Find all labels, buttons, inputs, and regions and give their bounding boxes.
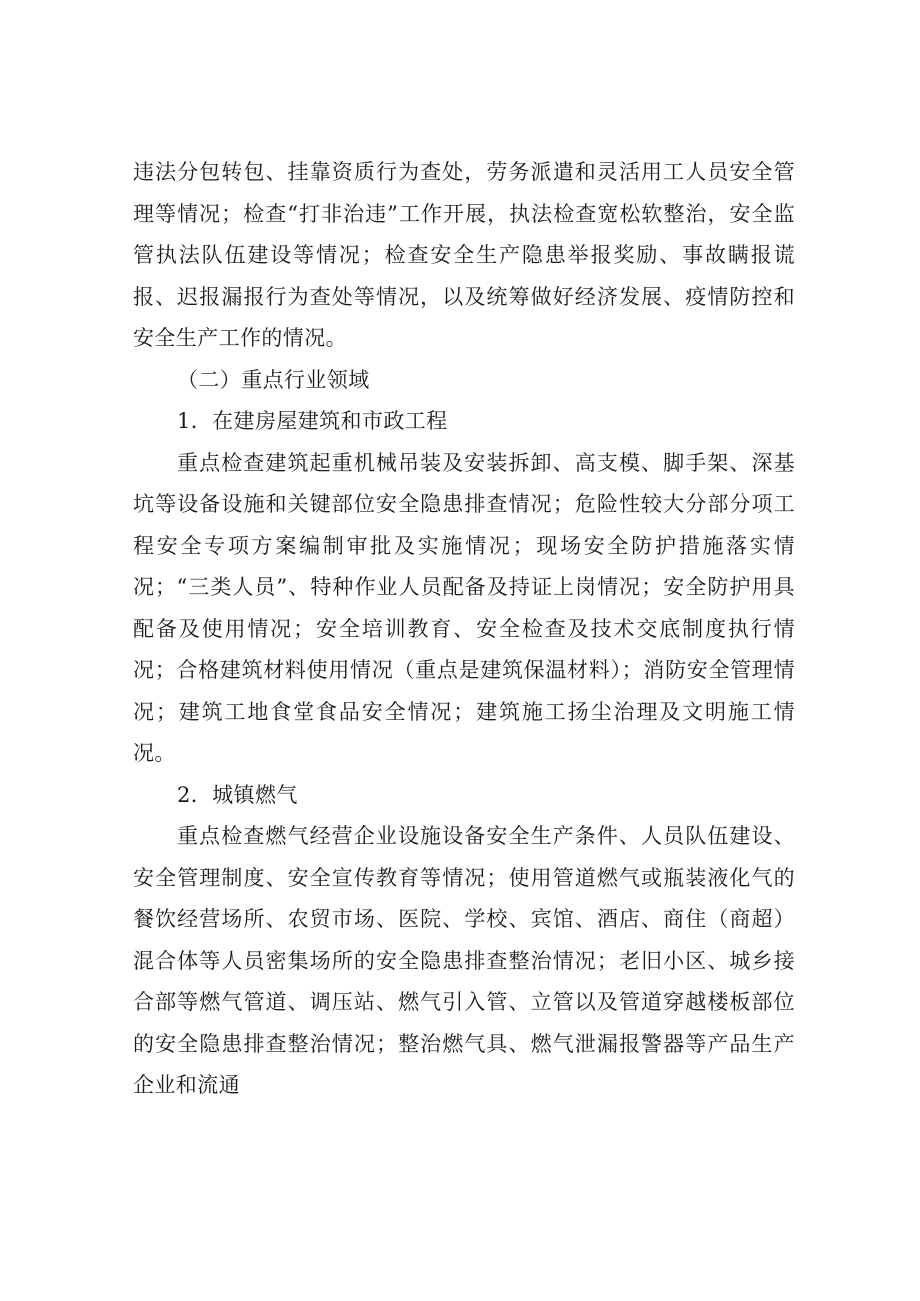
document-body [133,152,795,1107]
section-heading-key-industries: （二）重点行业领域 [177,367,370,392]
paragraph-gas-inspection: 重点检查燃气经营企业设施设备安全生产条件、人员队伍建设、安全管理制度、安全宣传教育等情况；使用管道燃气或瓶装液化气的餐饮经营场所、农贸市场、医院、学校、宾馆、酒店、商住（商超）混合体等人员密集场所的安全隐患排查整治情况；老旧小区、城乡接合部等燃气管道、调压站、燃气引入管、立管以及管道穿越楼板部位的安全隐患排查整治情况；整治燃气具、燃气泄漏报警器等产品生产企业和流通 [133,824,795,1097]
subsection-heading-urban-gas: 2．城镇燃气 [177,782,298,807]
paragraph-continuation: 违法分包转包、挂靠资质行为查处，劳务派遣和灵活用工人员安全管理等情况；检查“打非治违”工作开展，执法检查宽松软整治，安全监管执法队伍建设等情况；检查安全生产隐患举报奖励、事故瞒报谎报、迟报漏报行为查处等情况，以及统筹做好经济发展、疫情防控和安全生产工作的情况。 [133,160,795,350]
paragraph-construction-inspection: 重点检查建筑起重机械吊装及安装拆卸、高支模、脚手架、深基坑等设备设施和关键部位安全隐患排查情况；危险性较大分部分项工程安全专项方案编制审批及实施情况；现场安全防护措施落实情况；“三类人员”、特种作业人员配备及持证上岗情况；安全防护用具配备及使用情况；安全培训教育、安全检查及技术交底制度执行情况；合格建筑材料使用情况（重点是建筑保温材料）；消防安全管理情况；建筑工地食堂食品安全情况；建筑施工扬尘治理及文明施工情况。 [133,450,795,765]
subsection-heading-construction: 1．在建房屋建筑和市政工程 [177,409,448,433]
